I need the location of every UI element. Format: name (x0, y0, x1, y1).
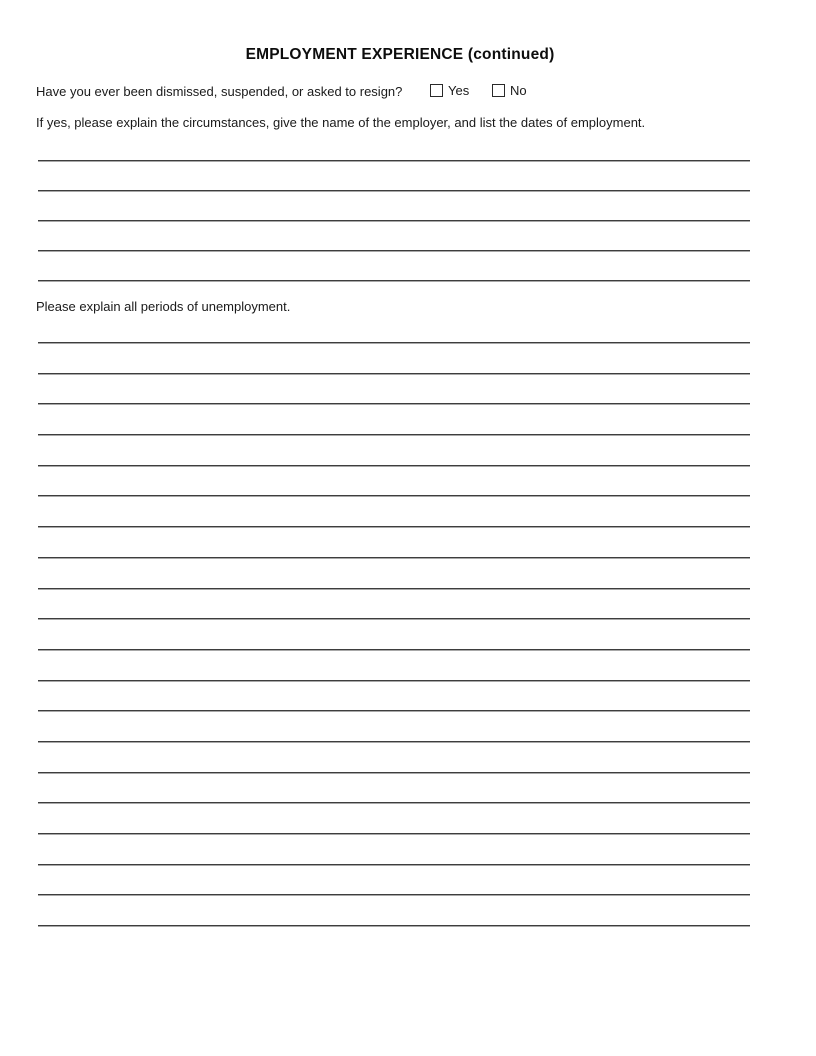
unemployment-answer-line[interactable] (38, 557, 750, 559)
page-title: EMPLOYMENT EXPERIENCE (continued) (245, 46, 555, 63)
unemployment-answer-line[interactable] (38, 618, 750, 620)
dismissal-question-label: Have you ever been dismissed, suspended, or asked to resign? (36, 84, 403, 99)
unemployment-answer-line[interactable] (38, 925, 750, 927)
if-yes-answer-line[interactable] (38, 190, 750, 192)
unemployment-answer-line[interactable] (38, 526, 750, 528)
unemployment-answer-line[interactable] (38, 710, 750, 712)
unemployment-answer-line[interactable] (38, 772, 750, 774)
no-checkbox-label: No (510, 83, 527, 98)
unemployment-answer-line[interactable] (38, 864, 750, 866)
unemployment-answer-line[interactable] (38, 741, 750, 743)
unemployment-answer-line[interactable] (38, 434, 750, 436)
unemployment-answer-line[interactable] (38, 588, 750, 590)
unemployment-answer-line[interactable] (38, 403, 750, 405)
unemployment-answer-line[interactable] (38, 342, 750, 344)
yes-option[interactable] (430, 83, 469, 98)
unemployment-answer-line[interactable] (38, 465, 750, 467)
if-yes-answer-line[interactable] (38, 280, 750, 282)
no-checkbox[interactable] (492, 84, 505, 97)
if-yes-answer-line[interactable] (38, 250, 750, 252)
yes-checkbox[interactable] (430, 84, 443, 97)
unemployment-answer-line[interactable] (38, 680, 750, 682)
if-yes-answer-line[interactable] (38, 160, 750, 162)
no-option[interactable] (492, 83, 527, 98)
if-yes-instruction: If yes, please explain the circumstances, give the name of the employer, and list the dates of employment. (36, 115, 646, 130)
unemployment-answer-line[interactable] (38, 495, 750, 497)
unemployment-answer-line[interactable] (38, 802, 750, 804)
unemployment-instruction: Please explain all periods of unemployment. (36, 299, 291, 314)
if-yes-answer-line[interactable] (38, 220, 750, 222)
unemployment-answer-lines (38, 342, 750, 927)
unemployment-answer-line[interactable] (38, 649, 750, 651)
unemployment-answer-line[interactable] (38, 894, 750, 896)
yes-checkbox-label: Yes (448, 83, 470, 98)
unemployment-answer-line[interactable] (38, 833, 750, 835)
if-yes-answer-lines (38, 160, 750, 282)
unemployment-answer-line[interactable] (38, 373, 750, 375)
